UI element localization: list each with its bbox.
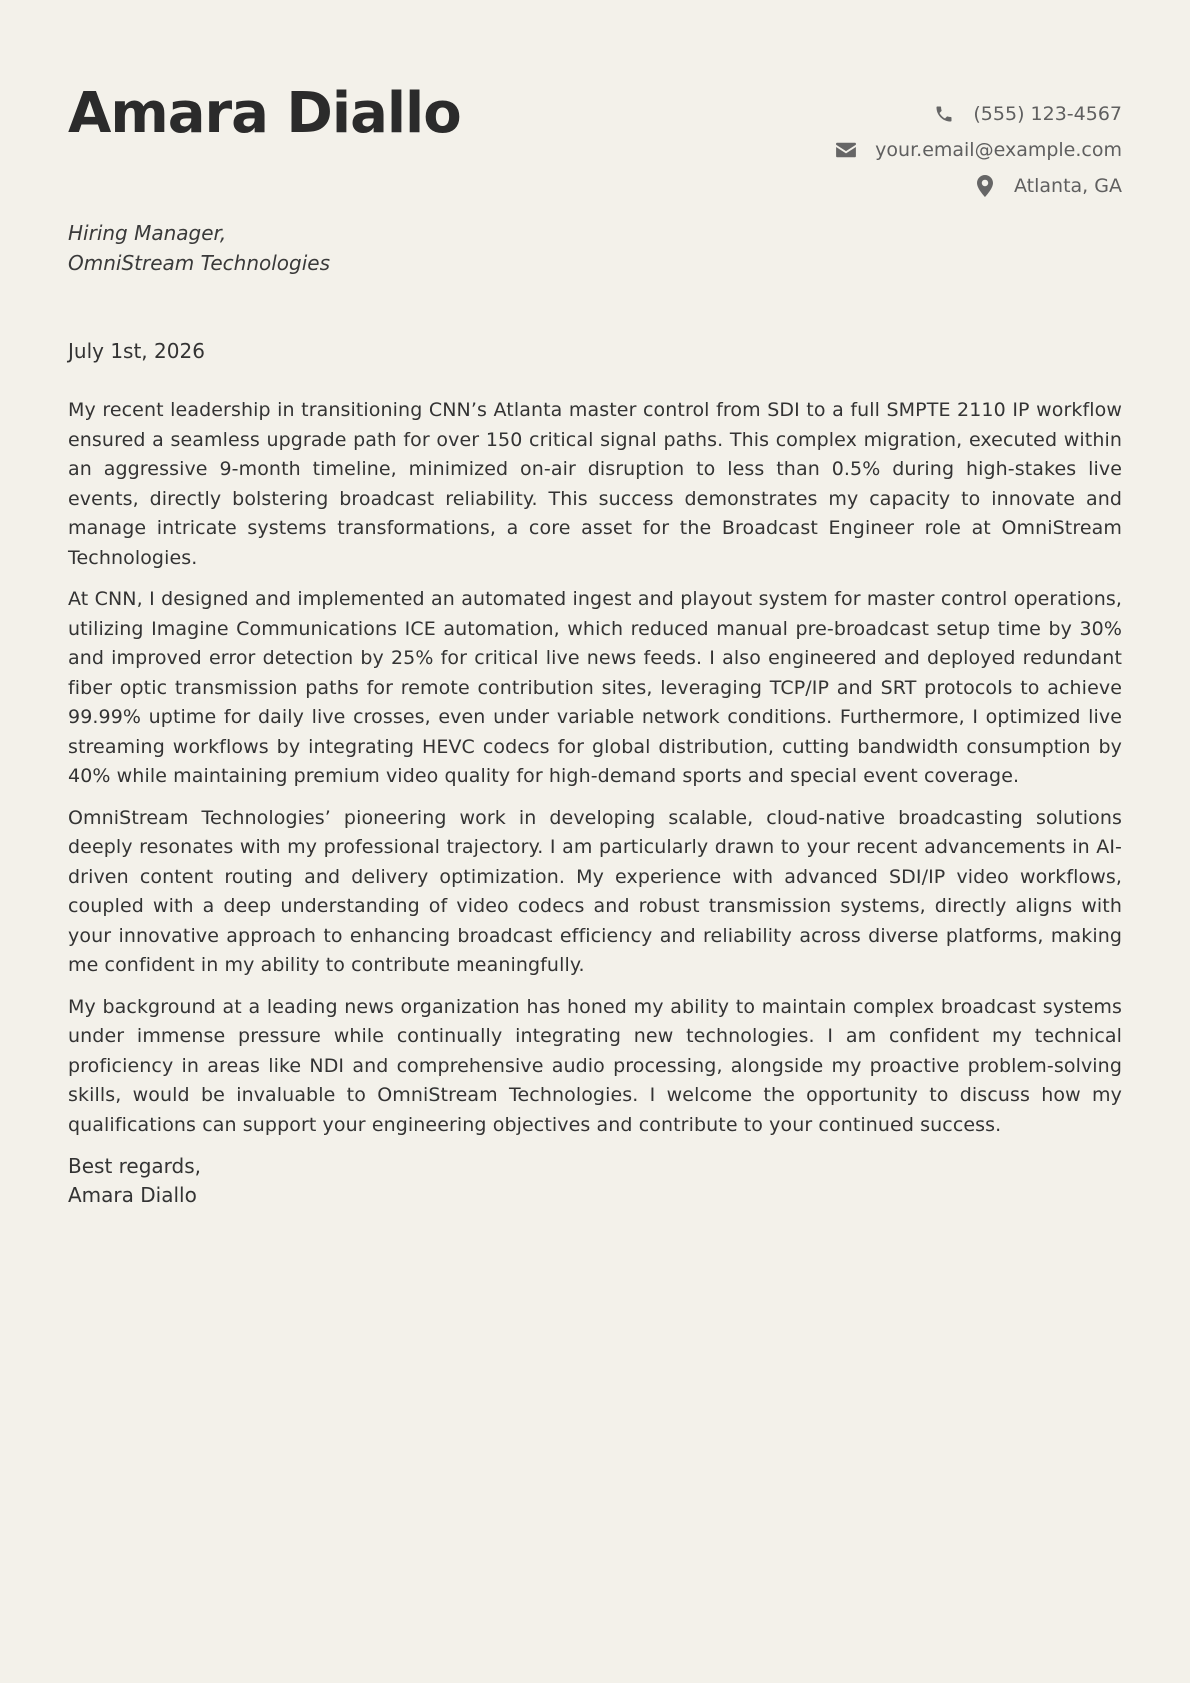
recipient-title: Hiring Manager,: [68, 221, 227, 245]
phone-icon: [933, 103, 955, 125]
body-paragraph: My background at a leading news organization has honed my ability to maintain complex broadcast systems under immense pressure while continually integrating new technologies. I am confident my technical proficiency in areas like NDI and comprehensive audio processing, alongside my proactive problem-solving skills, would be invaluable to OmniStream Technologies. I welcome the opportunity to discuss how my qualifications can support your engineering objectives and contribute to your continued success.: [68, 995, 1122, 1136]
map-pin-icon: [974, 175, 996, 197]
applicant-name: Amara Diallo: [68, 81, 461, 146]
letter-date: July 1st, 2026: [68, 339, 205, 363]
contact-block: [835, 96, 1122, 204]
letter-body: [68, 396, 1122, 1210]
contact-phone-row: [835, 96, 1122, 132]
body-paragraph: OmniStream Technologies’ pioneering work in developing scalable, cloud-native broadcasting solutions deeply resonates with my professional trajectory. I am particularly drawn to your recent advancements in AI-driven content routing and delivery optimization. My experience with advanced SDI/IP video workflows, coupled with a deep understanding of video codecs and robust transmission systems, directly aligns with your innovative approach to enhancing broadcast efficiency and reliability across diverse platforms, making me confident in my ability to contribute meaningfully.: [68, 806, 1122, 976]
body-paragraph: My recent leadership in transitioning CNN’s Atlanta master control from SDI to a full SMPTE 2110 IP workflow ensured a seamless upgrade path for over 150 critical signal paths. This complex migration, executed within an aggressive 9-month timeline, minimized on-air disruption to less than 0.5% during high-stakes live events, directly bolstering broadcast reliability. This success demonstrates my capacity to innovate and manage intricate systems transformations, a core asset for the Broadcast Engineer role at OmniStream Technologies.: [68, 399, 1122, 569]
contact-email: your.email@example.com: [875, 139, 1122, 161]
letter-header: [68, 78, 1122, 197]
contact-location: Atlanta, GA: [1014, 175, 1122, 197]
recipient-company: OmniStream Technologies: [68, 251, 331, 275]
recipient-block: [68, 218, 330, 278]
closing-signature: Amara Diallo: [68, 1183, 197, 1207]
body-paragraph: At CNN, I designed and implemented an automated ingest and playout system for master control operations, utilizing Imagine Communications ICE automation, which reduced manual pre-broadcast setup time by 30% and improved error detection by 25% for critical live news feeds. I also engineered and deployed redundant fiber optic transmission paths for remote contribution sites, leveraging TCP/IP and SRT protocols to achieve 99.99% uptime for daily live crosses, even under variable network conditions. Furthermore, I optimized live streaming workflows by integrating HEVC codecs for global distribution, cutting bandwidth consumption by 40% while maintaining premium video quality for high-demand sports and special event coverage.: [68, 588, 1122, 787]
contact-phone: (555) 123-4567: [973, 103, 1122, 125]
contact-location-row: [835, 168, 1122, 204]
envelope-icon: [835, 139, 857, 161]
closing-salutation: Best regards,: [68, 1154, 202, 1178]
contact-email-row: [835, 132, 1122, 168]
closing-block: [68, 1152, 1122, 1210]
